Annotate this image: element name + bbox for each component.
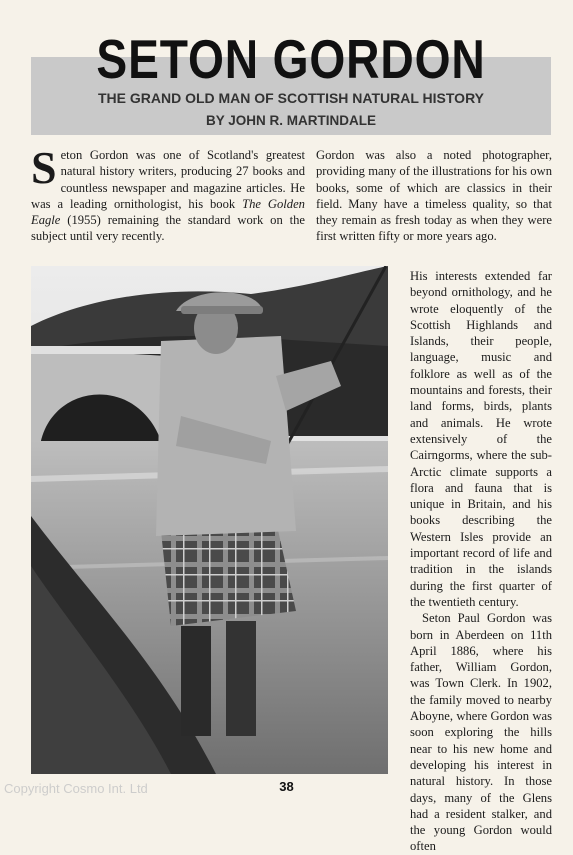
photo-fisherman bbox=[31, 266, 388, 774]
right-column: Gordon was also a noted photographer, providing many of the illustrations for his own books, some of which are classics in their field. Many have a timeless quality, so that they remain as fresh today as when they were first written fifty or more years ago. bbox=[316, 148, 552, 244]
narrow-column-paragraph-2: Seton Paul Gordon was born in Aberdeen on 11th April 1886, where his father, William Gordon, was Town Clerk. In 1902, the family moved to nearby Aboyne, where Gordon was soon exploring the hills near to his new home and developing his interest in natural history. In those days, many of the Glens had a resident stalker, and the young Gordon would often bbox=[410, 611, 552, 854]
article-byline: BY JOHN R. MARTINDALE bbox=[205, 113, 376, 128]
left-column-tail: (1955) remaining the standard work on the subject until very recently. bbox=[31, 213, 305, 244]
drop-cap: S bbox=[31, 142, 57, 193]
copyright-watermark: Copyright Cosmo Int. Ltd bbox=[4, 781, 148, 796]
left-column bbox=[31, 142, 305, 245]
left-column-lead: eton Gordon was one of Scotland's greatest natural history writers, producing 27 books and countless newspaper and magazine articles. He was a leading ornithologist, his book bbox=[31, 148, 305, 211]
narrow-column-paragraph-1: His interests extended far beyond ornithology, and he wrote eloquently of the Scottish Highlands and Islands, their people, language, music and folklore as well as of the mountains and forests, their land forms, birds, plants and animals. He wrote extensively of the Cairngorms, where the sub-Arctic climate supports a flora and fauna that is unique in Britain, and his books describing the Western Isles provide an important record of life and tradition in the islands during the first quarter of the twentieth century. bbox=[410, 269, 552, 609]
narrow-column bbox=[410, 268, 552, 855]
book-title: The Golden Eagle bbox=[31, 196, 305, 228]
article-title: SETON GORDON bbox=[96, 28, 486, 90]
photo-illustration bbox=[31, 266, 388, 774]
article-subtitle: THE GRAND OLD MAN OF SCOTTISH NATURAL HISTORY bbox=[97, 90, 485, 106]
page-number: 38 bbox=[279, 779, 294, 794]
